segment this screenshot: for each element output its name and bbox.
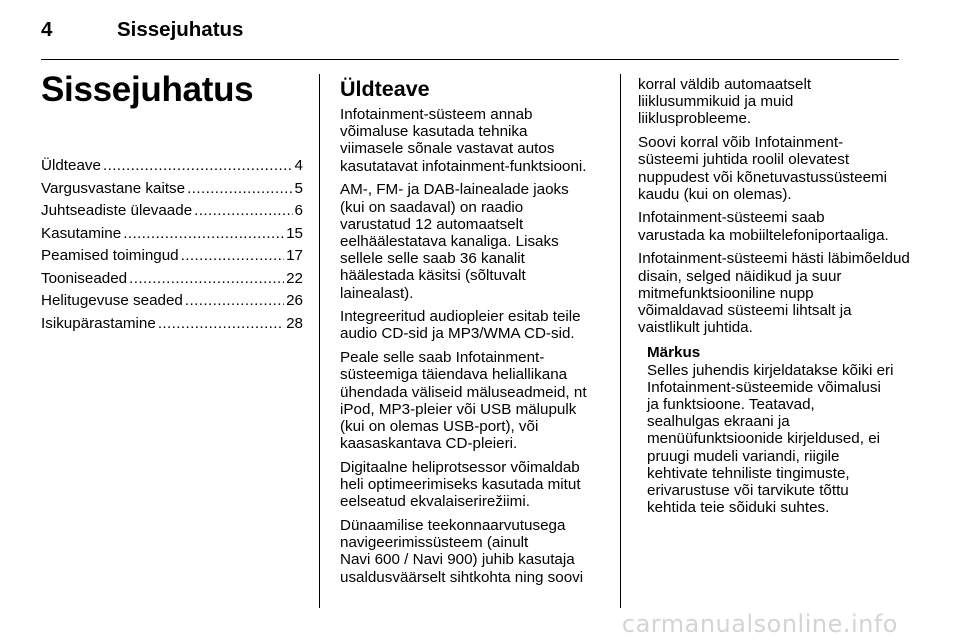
toc-entry-label: Peamised toimingud [41,247,179,264]
paragraph: Dünaamilise teekonnaarvutusega navigeerimissüsteem (ainult Navi 600 / Navi 900) juhib kasutaja usaldusväärselt sihtkohta ning soovi [340,516,584,586]
toc-leader-dots [158,315,284,332]
toc-entry-page: 22 [286,269,303,287]
toc-entry-label: Üldteave [41,157,101,174]
chapter-title: Sissejuhatus [41,70,254,109]
toc-leader-dots [187,180,292,197]
note-text: Selles juhendis kirjeldatakse kõiki eri Infotainment-süsteemide võimalusi ja funktsioone. Teatavad, sealhulgas ekraani ja menüüfunktsioonide kirjeldused, ei pruugi mudeli variandi, riigile kehtivate tehniliste tingimuste, erivarustuse või tarvikute tõttu kehtida teie sõiduki suhtes. [647,361,894,517]
column-divider [319,74,320,608]
watermark: carmanualsonline.info [621,610,898,638]
paragraph: Soovi korral võib Infotainment- süsteemi juhtida roolil olevatest nuppudest või kõnetuvastussüsteemi kaudu (kui on olemas). [638,134,888,203]
toc-entry-page: 28 [286,314,303,332]
header-rule [41,59,899,60]
table-of-contents [41,157,303,337]
text-column-2 [340,76,615,592]
text-column-3 [638,76,958,516]
note-title: Märkus [647,344,701,362]
chapter-column [41,70,303,337]
paragraph: korral väldib automaatselt liiklusummikuid ja muid liiklusprobleeme. [638,76,812,128]
toc-leader-dots [129,270,284,287]
toc-entry[interactable] [41,247,303,270]
toc-entry[interactable] [41,225,303,248]
paragraph: Integreeritud audiopleier esitab teile audio CD-sid ja MP3/WMA CD-sid. [340,308,581,343]
paragraph: Infotainment-süsteemi saab varustada ka mobiiltelefoniportaaliga. [638,209,889,244]
toc-leader-dots [185,292,284,309]
toc-entry-label: Isikupärastamine [41,314,156,332]
toc-leader-dots [181,247,284,264]
paragraph: Infotainment-süsteem annab võimaluse kasutada tehnika viimasele sõnale vastavat autos kasutatavat infotainment-funktsiooni. [340,106,587,175]
section-title: Üldteave [340,77,430,101]
toc-entry-label: Vargusvastane kaitse [41,179,186,197]
paragraph: Digitaalne heliprotsessor võimaldab heli optimeerimiseks kasutada mitut eelseatud ekvalaiserirežiimi. [340,458,581,511]
column-divider [620,74,621,608]
running-title: Sissejuhatus [117,18,244,41]
toc-leader-dots [123,225,284,242]
toc-entry[interactable] [41,315,303,338]
paragraph: Infotainment-süsteemi hästi läbimõeldud disain, selged näidikud ja suur mitmefunktsiooniline nupp võimaldavad süsteemi lihtsalt ja vaistlikult juhtida. [638,250,910,337]
toc-entry[interactable] [41,157,303,180]
toc-entry-label: Helitugevuse seaded [41,292,183,309]
toc-entry-label: Juhtseadiste ülevaade [41,202,193,219]
toc-leader-dots [103,157,293,174]
toc-entry-page: 26 [286,292,303,309]
toc-entry[interactable] [41,180,303,203]
toc-entry-page: 6 [294,202,303,219]
toc-entry-label: Kasutamine [41,224,122,242]
toc-entry-page: 5 [294,179,303,197]
note-box [647,344,958,516]
toc-entry[interactable] [41,202,303,225]
toc-entry-page: 4 [294,157,303,174]
toc-entry-label: Tooniseaded [41,269,128,287]
paragraph: Peale selle saab Infotainment- süsteemiga täiendava heliallikana ühendada väliseid mäluseadmeid, nt iPod, MP3-pleier või USB mälupulk (kui on olemas USB-port), või kaasaskantava CD-pleieri. [340,349,587,453]
toc-entry[interactable] [41,270,303,293]
toc-entry-page: 17 [286,247,303,264]
paragraph: AM-, FM- ja DAB-lainealade jaoks (kui on saadaval) on raadio varustatud 12 automaatselt eelhäälestatava kanaliga. Lisaks sellele selle saab 36 kanalit häälestada käsitsi (sõltuvalt lainealast). [340,181,569,302]
page-number: 4 [41,18,53,41]
toc-entry[interactable] [41,292,303,315]
toc-entry-page: 15 [286,224,303,242]
toc-leader-dots [194,202,292,219]
